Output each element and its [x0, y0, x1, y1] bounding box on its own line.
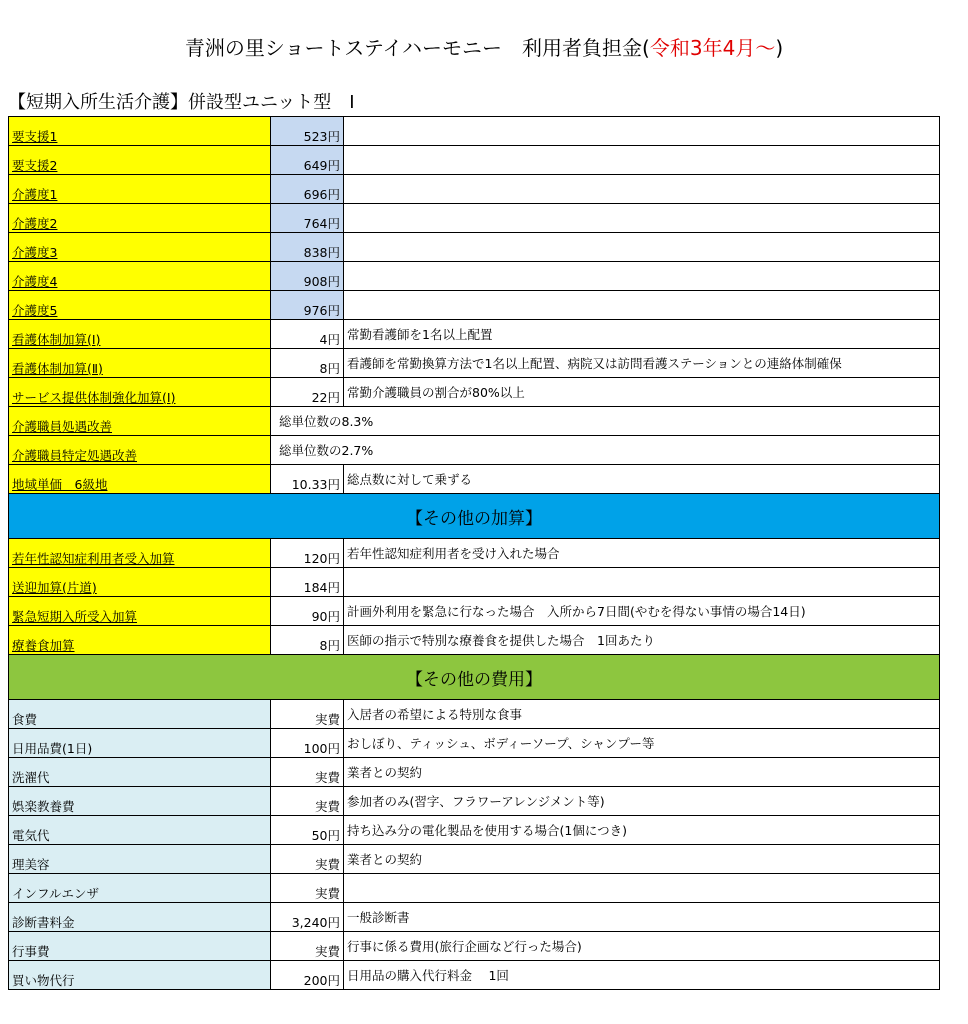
care-level-label: 要支援1 [9, 117, 271, 146]
cost-value: 実費 [271, 845, 344, 874]
cost-desc: 行事に係る費用(旅行企画など行った場合) [344, 932, 940, 961]
addition-label: 看護体制加算(Ⅰ) [9, 320, 271, 349]
table-row [9, 349, 940, 378]
care-level-value: 976円 [271, 291, 344, 320]
cost-label: 日用品費(1日) [9, 729, 271, 758]
table-row [9, 816, 940, 845]
table-row [9, 961, 940, 990]
area-label: 地域単価 6級地 [9, 465, 271, 494]
table-row [9, 407, 940, 436]
care-level-value: 649円 [271, 146, 344, 175]
table-row [9, 700, 940, 729]
cost-value: 50円 [271, 816, 344, 845]
page-title [0, 34, 968, 62]
care-level-label: 介護度5 [9, 291, 271, 320]
table-row [9, 729, 940, 758]
cost-label: 診断書料金 [9, 903, 271, 932]
cost-label: 娯楽教養費 [9, 787, 271, 816]
section-title: 【その他の加算】 [9, 494, 940, 539]
empty-cell [344, 175, 940, 204]
ratio-text: 総単位数の8.3% [271, 407, 940, 436]
table-row [9, 262, 940, 291]
cost-desc: 持ち込み分の電化製品を使用する場合(1個につき) [344, 816, 940, 845]
ratio-label: 介護職員処遇改善 [9, 407, 271, 436]
care-level-value: 764円 [271, 204, 344, 233]
area-value: 10.33円 [271, 465, 344, 494]
table-row [9, 539, 940, 568]
empty-cell [344, 291, 940, 320]
title-close: ) [775, 36, 784, 60]
empty-cell [344, 146, 940, 175]
table-row [9, 874, 940, 903]
addition-label: 看護体制加算(Ⅱ) [9, 349, 271, 378]
care-level-value: 523円 [271, 117, 344, 146]
care-level-value: 696円 [271, 175, 344, 204]
cost-value: 実費 [271, 700, 344, 729]
addition-value: 8円 [271, 349, 344, 378]
care-level-label: 要支援2 [9, 146, 271, 175]
cost-value: 実費 [271, 874, 344, 903]
cost-desc: 日用品の購入代行料金 1回 [344, 961, 940, 990]
table-row [9, 597, 940, 626]
cost-desc: 業者との契約 [344, 758, 940, 787]
cost-desc [344, 874, 940, 903]
table-row [9, 175, 940, 204]
addition-label: サービス提供体制強化加算(Ⅰ) [9, 378, 271, 407]
title-date: 令和3年4月～ [649, 36, 776, 60]
area-desc: 総点数に対して乗ずる [344, 465, 940, 494]
other-addition-value: 8円 [271, 626, 344, 655]
addition-desc: 常勤看護師を1名以上配置 [344, 320, 940, 349]
empty-cell [344, 117, 940, 146]
cost-label: インフルエンザ [9, 874, 271, 903]
table-row [9, 903, 940, 932]
table-row [9, 117, 940, 146]
cost-label: 買い物代行 [9, 961, 271, 990]
cost-desc: 業者との契約 [344, 845, 940, 874]
table-row [9, 845, 940, 874]
service-subtitle: 【短期入所生活介護】併設型ユニット型 Ⅰ [8, 92, 355, 113]
other-addition-value: 90円 [271, 597, 344, 626]
addition-desc: 常勤介護職員の割合が80%以上 [344, 378, 940, 407]
other-addition-value: 120円 [271, 539, 344, 568]
care-level-label: 介護度1 [9, 175, 271, 204]
section-header-other-costs [9, 655, 940, 700]
cost-label: 食費 [9, 700, 271, 729]
other-addition-label: 療養食加算 [9, 626, 271, 655]
cost-value: 100円 [271, 729, 344, 758]
other-addition-desc: 計画外利用を緊急に行なった場合 入所から7日間(やむを得ない事情の場合14日) [344, 597, 940, 626]
care-level-label: 介護度3 [9, 233, 271, 262]
empty-cell [344, 233, 940, 262]
care-level-value: 908円 [271, 262, 344, 291]
fee-table [8, 116, 940, 990]
table-row [9, 291, 940, 320]
ratio-text: 総単位数の2.7% [271, 436, 940, 465]
empty-cell [344, 204, 940, 233]
other-addition-desc: 医師の指示で特別な療養食を提供した場合 1回あたり [344, 626, 940, 655]
addition-value: 22円 [271, 378, 344, 407]
cost-value: 実費 [271, 932, 344, 961]
other-addition-label: 緊急短期入所受入加算 [9, 597, 271, 626]
table-row [9, 436, 940, 465]
title-main: 青洲の里ショートステイハーモニー 利用者負担金( [184, 36, 650, 60]
other-addition-desc: 若年性認知症利用者を受け入れた場合 [344, 539, 940, 568]
section-header-other-additions [9, 494, 940, 539]
table-row [9, 626, 940, 655]
empty-cell [344, 262, 940, 291]
addition-value: 4円 [271, 320, 344, 349]
table-row [9, 233, 940, 262]
cost-desc: 入居者の希望による特別な食事 [344, 700, 940, 729]
table-row [9, 465, 940, 494]
cost-label: 洗濯代 [9, 758, 271, 787]
addition-desc: 看護師を常勤換算方法で1名以上配置、病院又は訪問看護ステーションとの連絡体制確保 [344, 349, 940, 378]
cost-value: 3,240円 [271, 903, 344, 932]
cost-value: 実費 [271, 758, 344, 787]
table-row [9, 320, 940, 349]
cost-value: 200円 [271, 961, 344, 990]
cost-desc: 一般診断書 [344, 903, 940, 932]
table-row [9, 932, 940, 961]
ratio-label: 介護職員特定処遇改善 [9, 436, 271, 465]
table-row [9, 204, 940, 233]
care-level-label: 介護度2 [9, 204, 271, 233]
table-row [9, 758, 940, 787]
table-row [9, 146, 940, 175]
care-level-value: 838円 [271, 233, 344, 262]
section-title: 【その他の費用】 [9, 655, 940, 700]
other-addition-value: 184円 [271, 568, 344, 597]
cost-label: 電気代 [9, 816, 271, 845]
other-addition-desc [344, 568, 940, 597]
table-row [9, 568, 940, 597]
cost-desc: 参加者のみ(習字、フラワーアレンジメント等) [344, 787, 940, 816]
table-row [9, 787, 940, 816]
care-level-label: 介護度4 [9, 262, 271, 291]
cost-label: 行事費 [9, 932, 271, 961]
table-row [9, 378, 940, 407]
cost-label: 理美容 [9, 845, 271, 874]
cost-value: 実費 [271, 787, 344, 816]
cost-desc: おしぼり、ティッシュ、ボディーソープ、シャンプー等 [344, 729, 940, 758]
other-addition-label: 送迎加算(片道) [9, 568, 271, 597]
other-addition-label: 若年性認知症利用者受入加算 [9, 539, 271, 568]
